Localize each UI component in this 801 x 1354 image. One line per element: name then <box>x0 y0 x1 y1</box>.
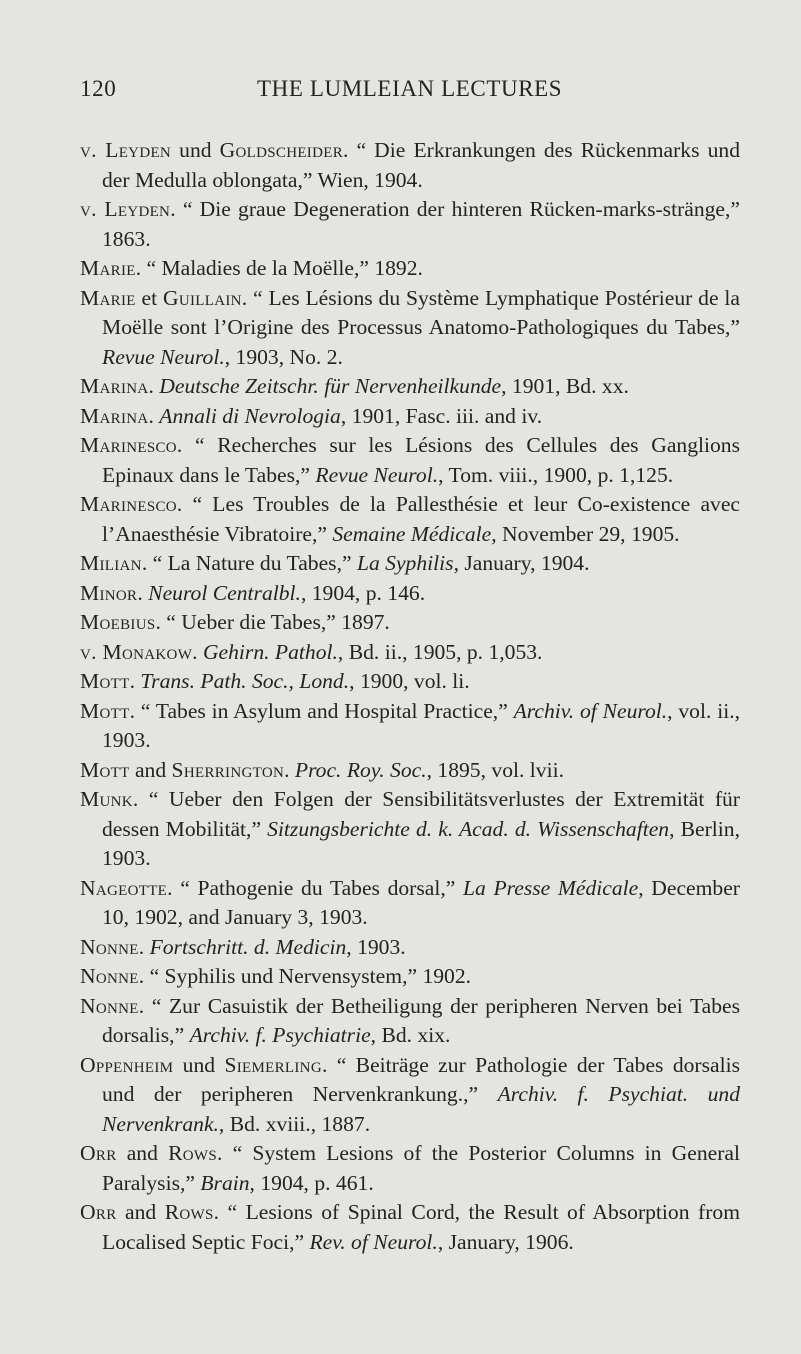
reference-text: . “ Beiträge zur Pathologie der Tabes dorsalis und der peripheren Nervenkrankung.,” <box>102 1052 741 1106</box>
reference-author: Marina <box>80 403 149 428</box>
reference-source: Archiv. of Neurol. <box>513 698 668 723</box>
reference-coauthor: Sherrington <box>171 757 285 782</box>
reference-author: Moebius <box>80 610 156 634</box>
reference-details: , January, 1906. <box>437 1229 574 1254</box>
page-number: 120 <box>80 76 117 101</box>
reference-conjunction: et <box>135 285 163 310</box>
reference-author: Marie <box>80 256 136 280</box>
reference-entry <box>80 402 740 432</box>
reference-author: v. Leyden <box>80 197 171 221</box>
reference-entry <box>80 756 740 786</box>
reference-text: . “ La Nature du Tabes,” <box>141 551 357 575</box>
reference-details: , January, 1904. <box>453 551 590 575</box>
reference-entry <box>80 549 740 579</box>
reference-source: Annali di Nevrologia <box>159 403 341 428</box>
reference-text: . <box>129 669 141 693</box>
reference-source: Neurol Centralbl. <box>148 580 301 605</box>
reference-details: , Tom. viii., 1900, p. 1,125. <box>438 462 674 487</box>
reference-text: . “ Maladies de la Moëlle,” 1892. <box>135 256 423 280</box>
reference-author: Mott <box>80 757 130 782</box>
reference-coauthor: Rows <box>168 1141 218 1165</box>
reference-source: Revue Neurol. <box>102 344 225 369</box>
reference-entry <box>80 490 740 549</box>
reference-details: , 1900, vol. li. <box>349 669 470 693</box>
reference-conjunction: and <box>116 1141 169 1165</box>
reference-source: Trans. Path. Soc., Lond. <box>140 669 350 693</box>
reference-text: . “ Ueber den Folgen der Sensibilitätsverlustes der Extremität für dessen Mobilität,” <box>102 787 740 841</box>
reference-entry <box>80 1051 740 1140</box>
reference-entry <box>80 608 740 638</box>
reference-text: . “ Die Erkrankungen des Rückenmarks und der Medulla oblongata,” Wien, 1904. <box>102 138 740 192</box>
running-title: THE LUMLEIAN LECTURES <box>257 76 563 101</box>
reference-entry <box>80 785 740 874</box>
reference-details: , Bd. xix. <box>370 1023 451 1047</box>
reference-details: , 1904, p. 461. <box>249 1170 374 1195</box>
reference-coauthor: Rows <box>164 1200 214 1224</box>
reference-entry <box>80 874 740 933</box>
reference-text: . “ Pathogenie du Tabes dorsal,” <box>167 875 463 900</box>
reference-entry <box>80 284 740 373</box>
reference-source: Rev. of Neurol. <box>309 1229 438 1254</box>
reference-author: Nonne <box>80 964 139 988</box>
reference-conjunction: and <box>129 757 172 782</box>
reference-details: , 1903, No. 2. <box>224 344 343 369</box>
reference-entry <box>80 431 740 490</box>
reference-source: Deutsche Zeitschr. für Nervenheilkunde <box>159 374 502 398</box>
reference-entry <box>80 1198 740 1257</box>
reference-source: Archiv. f. Psychiatrie <box>189 1023 371 1047</box>
reference-coauthor: Goldscheider <box>219 138 343 162</box>
reference-conjunction: und <box>173 1052 225 1077</box>
reference-text: . “ Lesions of Spinal Cord, the Result of Absorption from Localised Septic Foci,” <box>102 1200 740 1254</box>
reference-author: Marina <box>80 374 149 398</box>
reference-entry <box>80 1139 740 1198</box>
reference-text: . “ Syphilis und Nervensystem,” 1902. <box>138 964 472 988</box>
reference-source: Brain <box>200 1170 250 1195</box>
reference-text: . “ Ueber die Tabes,” 1897. <box>155 610 390 634</box>
running-head <box>80 76 732 110</box>
reference-entry <box>80 579 740 609</box>
reference-text: . <box>138 934 150 959</box>
reference-source: Sitzungsberichte d. k. Acad. d. Wissenschaften <box>267 816 670 841</box>
reference-details: , Bd. xviii., 1887. <box>218 1111 371 1136</box>
reference-text: . “ Recherches sur les Lésions des Cellules des Ganglions Epinaux dans le Tabes,” <box>102 433 740 487</box>
reference-details: , 1903. <box>346 934 406 959</box>
reference-author: Minor <box>80 580 138 605</box>
reference-details: , Berlin, 1903. <box>102 816 740 870</box>
reference-entry <box>80 992 740 1051</box>
reference-details: , vol. ii., 1903. <box>102 698 740 752</box>
reference-author: Milian <box>80 551 142 575</box>
reference-entry <box>80 195 740 254</box>
reference-text: . <box>148 374 160 398</box>
reference-details: , 1895, vol. lvii. <box>426 757 564 782</box>
reference-entry <box>80 372 740 402</box>
reference-source: Semaine Médicale <box>332 521 492 546</box>
reference-entry <box>80 638 740 668</box>
reference-text: . “ Les Troubles de la Pallesthésie et leur Co-existence avec l’Anaesthésie Vibratoire,” <box>102 492 740 546</box>
reference-source: La Syphilis <box>356 551 454 575</box>
reference-source: Fortschritt. d. Medicin <box>149 934 347 959</box>
reference-author: v. Leyden <box>80 138 172 162</box>
reference-author: Nageotte <box>80 875 168 900</box>
reference-text: . “ Die graue Degeneration der hinteren Rücken-marks-stränge,” 1863. <box>102 197 740 251</box>
reference-author: Mott <box>80 698 130 723</box>
reference-details: , 1904, p. 146. <box>300 580 426 605</box>
reference-author: Munk <box>80 787 133 811</box>
reference-source: Proc. Roy. Soc. <box>294 757 427 782</box>
reference-details: , November 29, 1905. <box>491 521 680 546</box>
reference-author: Orr <box>80 1200 117 1224</box>
reference-details: , Bd. ii., 1905, p. 1,053. <box>337 639 543 664</box>
reference-conjunction: und <box>171 138 220 162</box>
reference-text: . “ Tabes in Asylum and Hospital Practice,” <box>129 698 514 723</box>
reference-details: , 1901, Fasc. iii. and iv. <box>340 403 543 428</box>
reference-author: v. Monakow <box>80 639 193 664</box>
reference-source: Archiv. f. Psychiat. und Nervenkrank. <box>102 1082 740 1136</box>
reference-source: Gehirn. Pathol. <box>202 639 338 664</box>
reference-text: . <box>137 580 149 605</box>
reference-text: . <box>148 403 160 428</box>
reference-author: Marinesco <box>80 492 177 516</box>
reference-author: Orr <box>80 1141 117 1165</box>
reference-author: Marie <box>80 285 136 310</box>
reference-text: . <box>284 757 295 782</box>
reference-author: Nonne <box>80 934 139 959</box>
reference-entry <box>80 933 740 963</box>
reference-entry <box>80 136 740 195</box>
reference-list <box>80 136 740 1257</box>
reference-entry <box>80 962 740 992</box>
reference-entry <box>80 254 740 284</box>
reference-author: Nonne <box>80 993 139 1018</box>
reference-text: . <box>192 639 203 664</box>
reference-details: , 1901, Bd. xx. <box>501 374 629 398</box>
reference-entry <box>80 667 740 697</box>
reference-author: Mott <box>80 669 130 693</box>
reference-coauthor: Siemerling <box>224 1052 322 1077</box>
reference-coauthor: Guillain <box>162 285 242 310</box>
reference-source: La Presse Médicale <box>463 875 639 900</box>
reference-conjunction: and <box>116 1200 165 1224</box>
reference-text: . “ Les Lésions du Système Lymphatique Postérieur de la Moëlle sont l’Origine des Processus Anatomo-Pathologiques du Tabes,” <box>102 285 740 339</box>
reference-text: . “ System Lesions of the Posterior Columns in General Paralysis,” <box>102 1141 740 1195</box>
reference-entry <box>80 697 740 756</box>
reference-author: Marinesco <box>80 433 177 457</box>
reference-text: . “ Zur Casuistik der Betheiligung der peripheren Nerven bei Tabes dorsalis,” <box>102 993 740 1047</box>
reference-details: , December 10, 1902, and January 3, 1903. <box>102 875 740 929</box>
reference-source: Revue Neurol. <box>315 462 439 487</box>
reference-author: Oppenheim <box>80 1052 174 1077</box>
